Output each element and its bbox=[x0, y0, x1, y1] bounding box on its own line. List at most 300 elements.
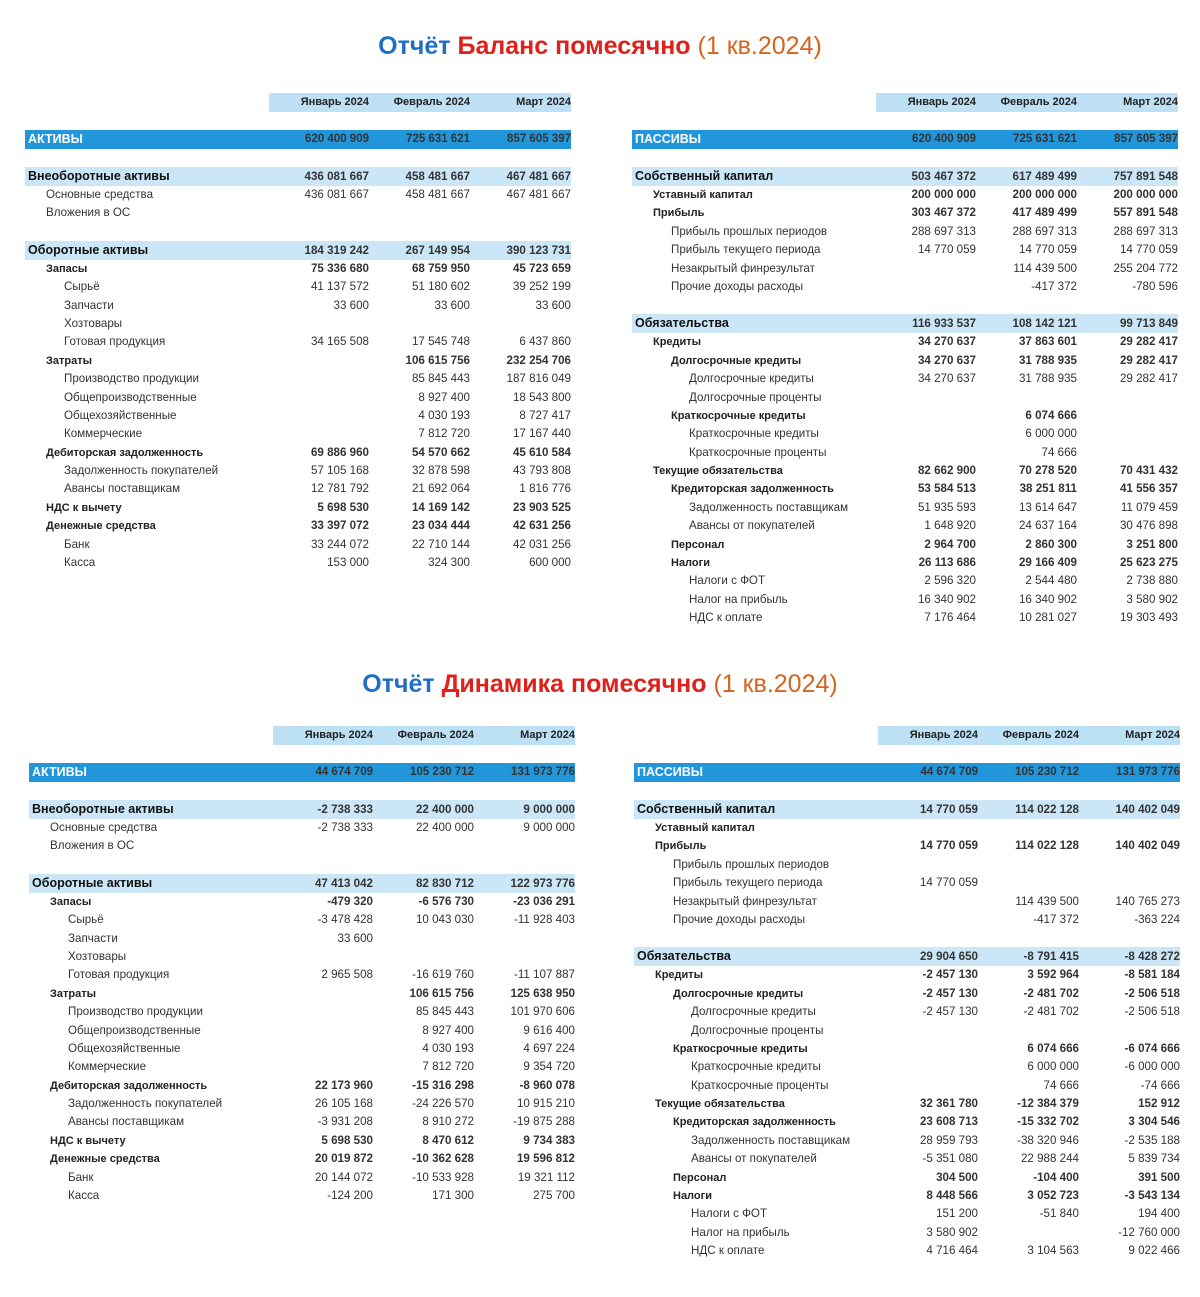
value-cell: 44 674 709 bbox=[315, 766, 373, 778]
value-cell: 757 891 548 bbox=[1113, 170, 1178, 183]
row-label: ПАССИВЫ bbox=[635, 132, 702, 146]
value-cell: 28 959 793 bbox=[919, 1133, 978, 1147]
table-row bbox=[29, 1095, 575, 1113]
table-row bbox=[634, 819, 1180, 837]
value-cell: 19 596 812 bbox=[516, 1152, 575, 1166]
row-label: Запчасти bbox=[68, 931, 118, 945]
value-cell: 33 600 bbox=[535, 298, 571, 312]
value-cell: 38 251 811 bbox=[1019, 482, 1077, 496]
table-row bbox=[632, 333, 1178, 351]
table-row bbox=[29, 819, 575, 837]
row-label: Затраты bbox=[46, 354, 93, 367]
value-cell: 16 340 902 bbox=[1018, 592, 1077, 606]
value-cell: -23 036 291 bbox=[513, 894, 575, 908]
value-cell: -11 928 403 bbox=[513, 913, 575, 927]
row-label: Дебиторская задолженность bbox=[46, 446, 204, 459]
table-row bbox=[634, 1169, 1180, 1187]
row-label: Задолженность покупателей bbox=[68, 1097, 223, 1111]
row-label: Кредиторская задолженность bbox=[671, 483, 834, 496]
value-cell: 275 700 bbox=[533, 1189, 575, 1203]
row-label: Хозтовары bbox=[64, 316, 123, 330]
value-cell: 106 615 756 bbox=[405, 353, 470, 367]
row-label: Кредиты bbox=[655, 969, 704, 982]
value-cell: 34 270 637 bbox=[917, 353, 976, 367]
value-cell: 99 713 849 bbox=[1119, 317, 1178, 331]
table-row bbox=[632, 260, 1178, 278]
value-cell: 11 079 459 bbox=[1120, 500, 1178, 514]
value-cell: -74 666 bbox=[1140, 1078, 1180, 1092]
value-cell: 42 031 256 bbox=[512, 537, 571, 551]
table-row bbox=[29, 1058, 575, 1076]
spacer bbox=[29, 782, 575, 800]
table-row bbox=[632, 462, 1178, 480]
row-label: Долгосрочные кредиты bbox=[671, 354, 802, 367]
value-cell: 557 891 548 bbox=[1113, 206, 1178, 220]
value-cell: 8 470 612 bbox=[422, 1133, 474, 1147]
value-cell: -6 074 666 bbox=[1124, 1041, 1180, 1055]
value-cell: 131 973 776 bbox=[1116, 766, 1180, 778]
row-label: Уставный капитал bbox=[653, 189, 753, 201]
value-cell: 32 361 780 bbox=[919, 1097, 978, 1111]
value-cell: 267 149 954 bbox=[405, 243, 470, 257]
value-cell: 6 000 000 bbox=[1025, 427, 1077, 441]
value-cell: 8 927 400 bbox=[418, 390, 470, 404]
value-cell: 30 476 898 bbox=[1119, 519, 1178, 533]
section-row bbox=[634, 947, 1180, 966]
row-label: Прочие доходы расходы bbox=[673, 912, 806, 926]
value-cell: 26 113 686 bbox=[918, 556, 976, 570]
title-period: (1 кв.2024) bbox=[697, 32, 822, 60]
month-header: Март 2024 bbox=[1123, 96, 1178, 108]
row-label: Персонал bbox=[671, 538, 725, 551]
value-cell: 51 180 602 bbox=[411, 280, 470, 294]
table-row bbox=[25, 186, 571, 204]
value-cell: 3 052 723 bbox=[1027, 1189, 1079, 1203]
value-cell: 6 074 666 bbox=[1025, 408, 1077, 422]
row-label: АКТИВЫ bbox=[32, 765, 87, 779]
value-cell: 37 863 601 bbox=[1018, 335, 1077, 349]
month-header-row bbox=[25, 93, 571, 112]
table-row bbox=[25, 333, 571, 351]
table-row bbox=[632, 370, 1178, 388]
month-header: Март 2024 bbox=[520, 729, 575, 741]
value-cell: 41 137 572 bbox=[310, 280, 369, 294]
value-cell: 33 600 bbox=[333, 298, 369, 312]
row-label: Запчасти bbox=[64, 298, 114, 312]
value-cell: 857 605 397 bbox=[507, 133, 571, 145]
row-label: Незакрытый финрезультат bbox=[673, 894, 817, 908]
row-label: Долгосрочные кредиты bbox=[689, 372, 814, 386]
table-row bbox=[29, 911, 575, 929]
row-label: Прибыль прошлых периодов bbox=[673, 857, 830, 871]
table-row bbox=[29, 1187, 575, 1205]
value-cell: 33 600 bbox=[434, 298, 470, 312]
section-row bbox=[29, 800, 575, 819]
row-label: Долгосрочные проценты bbox=[689, 390, 822, 404]
value-cell: 122 973 776 bbox=[510, 876, 575, 890]
value-cell: 436 081 667 bbox=[304, 170, 369, 183]
value-cell: 57 105 168 bbox=[310, 464, 369, 478]
value-cell: 503 467 372 bbox=[911, 170, 976, 183]
value-cell: 29 282 417 bbox=[1119, 372, 1178, 386]
value-cell: -3 931 208 bbox=[317, 1115, 373, 1129]
value-cell: 467 481 667 bbox=[506, 170, 571, 183]
value-cell: 13 614 647 bbox=[1018, 500, 1077, 514]
row-label: Общехозяйственные bbox=[68, 1041, 181, 1055]
table-row bbox=[25, 554, 571, 572]
row-label: Прибыль текущего периода bbox=[671, 243, 821, 257]
table-row bbox=[634, 893, 1180, 911]
table-row bbox=[632, 425, 1178, 443]
value-cell: -124 200 bbox=[327, 1189, 373, 1203]
value-cell: 171 300 bbox=[432, 1189, 474, 1203]
table-row bbox=[632, 223, 1178, 241]
value-cell: 151 200 bbox=[936, 1207, 978, 1221]
row-label: НДС к оплате bbox=[691, 1244, 765, 1258]
section-row bbox=[29, 874, 575, 893]
row-label: Персонал bbox=[673, 1171, 727, 1184]
month-header: Февраль 2024 bbox=[1002, 729, 1079, 741]
value-cell: 725 631 621 bbox=[406, 133, 470, 145]
table-row bbox=[632, 554, 1178, 572]
value-cell: 14 770 059 bbox=[1018, 243, 1077, 257]
month-header: Март 2024 bbox=[1125, 729, 1180, 741]
spacer bbox=[25, 149, 571, 167]
table-row bbox=[25, 517, 571, 535]
value-cell: 101 970 606 bbox=[510, 1005, 575, 1019]
value-cell: 22 400 000 bbox=[415, 821, 474, 834]
value-cell: 34 165 508 bbox=[310, 335, 369, 349]
value-cell: 7 812 720 bbox=[418, 427, 470, 441]
value-cell: 6 000 000 bbox=[1027, 1060, 1079, 1074]
row-label: Коммерческие bbox=[64, 427, 143, 441]
section-row bbox=[634, 800, 1180, 819]
value-cell: 5 698 530 bbox=[321, 1133, 373, 1147]
table-row bbox=[25, 352, 571, 370]
value-cell: 17 167 440 bbox=[512, 427, 571, 441]
value-cell: -11 107 887 bbox=[513, 968, 575, 982]
value-cell: -38 320 946 bbox=[1017, 1133, 1079, 1147]
total-row bbox=[25, 130, 571, 149]
title-word-report: Отчёт bbox=[378, 32, 451, 60]
row-label: Авансы поставщикам bbox=[68, 1115, 185, 1129]
row-label: Сырьё bbox=[64, 280, 100, 294]
value-cell: 417 489 499 bbox=[1012, 206, 1077, 220]
table-row bbox=[25, 536, 571, 554]
value-cell: 14 770 059 bbox=[917, 243, 976, 257]
table-row bbox=[634, 1132, 1180, 1150]
row-label: Текущие обязательства bbox=[655, 1098, 785, 1111]
value-cell: 620 400 909 bbox=[912, 133, 976, 145]
value-cell: -780 596 bbox=[1132, 279, 1178, 293]
value-cell: 617 489 499 bbox=[1012, 170, 1077, 183]
title-word-balance: Баланс помесячно bbox=[457, 32, 691, 60]
row-label: Краткосрочные кредиты bbox=[673, 1042, 808, 1055]
table-row bbox=[632, 572, 1178, 590]
value-cell: 31 788 935 bbox=[1018, 372, 1077, 386]
value-cell: 114 022 128 bbox=[1015, 839, 1079, 853]
spacer bbox=[25, 223, 571, 241]
value-cell: 3 592 964 bbox=[1027, 968, 1079, 982]
value-cell: 5 839 734 bbox=[1128, 1152, 1180, 1166]
value-cell: 194 400 bbox=[1138, 1207, 1180, 1221]
value-cell: 70 278 520 bbox=[1018, 464, 1077, 478]
table-row bbox=[634, 1150, 1180, 1168]
value-cell: 34 270 637 bbox=[917, 335, 976, 349]
row-label: Производство продукции bbox=[68, 1005, 203, 1019]
table-row bbox=[25, 260, 571, 278]
value-cell: -417 372 bbox=[1033, 912, 1079, 926]
value-cell: 43 793 808 bbox=[512, 464, 571, 478]
value-cell: -2 738 333 bbox=[317, 803, 373, 816]
row-label: Оборотные активы bbox=[32, 875, 153, 890]
row-label: Долгосрочные кредиты bbox=[691, 1005, 816, 1019]
table-row bbox=[29, 1169, 575, 1187]
value-cell: 3 251 800 bbox=[1126, 537, 1178, 551]
total-row bbox=[29, 763, 575, 782]
value-cell: 6 437 860 bbox=[519, 335, 571, 349]
value-cell: -3 543 134 bbox=[1124, 1189, 1180, 1203]
value-cell: 458 481 667 bbox=[405, 170, 470, 183]
value-cell: 44 674 709 bbox=[920, 766, 978, 778]
value-cell: 3 104 563 bbox=[1027, 1244, 1079, 1258]
row-label: Налоги с ФОТ bbox=[689, 574, 766, 588]
table-row bbox=[632, 536, 1178, 554]
value-cell: 18 543 800 bbox=[512, 390, 571, 404]
value-cell: 33 600 bbox=[337, 931, 373, 945]
row-label: Задолженность покупателей bbox=[64, 464, 219, 478]
value-cell: -2 457 130 bbox=[922, 968, 978, 982]
row-label: Налоги bbox=[673, 1190, 712, 1203]
table-row bbox=[29, 1022, 575, 1040]
value-cell: 21 692 064 bbox=[411, 482, 470, 496]
row-label: Производство продукции bbox=[64, 372, 199, 386]
month-header: Март 2024 bbox=[516, 96, 571, 108]
table-row bbox=[25, 297, 571, 315]
value-cell: 45 610 584 bbox=[512, 445, 571, 459]
row-label: Авансы поставщикам bbox=[64, 482, 181, 496]
table-row bbox=[632, 444, 1178, 462]
section-row bbox=[25, 241, 571, 260]
value-cell: -2 506 518 bbox=[1124, 986, 1180, 1000]
value-cell: 85 845 443 bbox=[411, 372, 470, 386]
value-cell: 14 169 142 bbox=[411, 500, 470, 514]
value-cell: 3 304 546 bbox=[1128, 1115, 1180, 1129]
row-label: Внеоборотные активы bbox=[32, 802, 174, 816]
row-label: Касса bbox=[68, 1189, 100, 1203]
balance-liabilities-table bbox=[632, 93, 1178, 628]
row-label: Банк bbox=[68, 1170, 94, 1184]
value-cell: 68 759 950 bbox=[411, 261, 470, 275]
value-cell: 140 402 049 bbox=[1115, 803, 1180, 816]
title-word-dynamics: Динамика помесячно bbox=[441, 670, 707, 698]
value-cell: 29 166 409 bbox=[1018, 556, 1077, 570]
table-row bbox=[634, 911, 1180, 929]
value-cell: 24 637 164 bbox=[1018, 519, 1077, 533]
value-cell: 200 000 000 bbox=[911, 188, 976, 201]
value-cell: 34 270 637 bbox=[917, 372, 976, 386]
value-cell: 140 765 273 bbox=[1115, 894, 1180, 908]
month-header: Январь 2024 bbox=[304, 729, 373, 741]
row-label: ПАССИВЫ bbox=[637, 765, 704, 779]
value-cell: -3 478 428 bbox=[317, 913, 373, 927]
table-row bbox=[632, 389, 1178, 407]
table-row bbox=[634, 966, 1180, 984]
table-row bbox=[29, 893, 575, 911]
value-cell: 39 252 199 bbox=[512, 280, 571, 294]
row-label: Текущие обязательства bbox=[653, 465, 783, 478]
row-label: Авансы от покупателей bbox=[691, 1152, 817, 1166]
value-cell: 23 903 525 bbox=[512, 500, 571, 514]
value-cell: -19 875 288 bbox=[513, 1115, 575, 1129]
row-label: Налоги с ФОТ bbox=[691, 1207, 768, 1221]
table-row bbox=[29, 1113, 575, 1131]
value-cell: 8 927 400 bbox=[422, 1023, 474, 1037]
table-row bbox=[634, 1040, 1180, 1058]
value-cell: 106 615 756 bbox=[409, 986, 474, 1000]
value-cell: 74 666 bbox=[1043, 1078, 1079, 1092]
row-label: Внеоборотные активы bbox=[28, 169, 170, 183]
table-row bbox=[29, 837, 575, 855]
value-cell: 725 631 621 bbox=[1013, 133, 1077, 145]
value-cell: -2 457 130 bbox=[922, 1005, 978, 1019]
value-cell: 14 770 059 bbox=[919, 876, 978, 890]
value-cell: 74 666 bbox=[1041, 445, 1077, 459]
value-cell: 42 631 256 bbox=[512, 519, 571, 533]
row-label: Задолженность поставщикам bbox=[689, 500, 849, 514]
value-cell: 82 830 712 bbox=[415, 876, 474, 890]
row-label: Краткосрочные проценты bbox=[691, 1078, 829, 1092]
table-row bbox=[29, 1003, 575, 1021]
value-cell: -2 535 188 bbox=[1124, 1133, 1180, 1147]
row-label: Прочие доходы расходы bbox=[671, 279, 804, 293]
value-cell: -51 840 bbox=[1039, 1207, 1079, 1221]
value-cell: -8 791 415 bbox=[1023, 950, 1079, 964]
value-cell: 4 716 464 bbox=[926, 1244, 978, 1258]
value-cell: 105 230 712 bbox=[1015, 766, 1079, 778]
value-cell: 5 698 530 bbox=[317, 500, 369, 514]
table-row bbox=[25, 389, 571, 407]
month-header: Февраль 2024 bbox=[393, 96, 470, 108]
table-row bbox=[634, 1224, 1180, 1242]
row-label: Основные средства bbox=[46, 188, 154, 201]
table-row bbox=[634, 1113, 1180, 1131]
value-cell: -2 738 333 bbox=[317, 821, 373, 834]
spacer bbox=[634, 929, 1180, 947]
table-row bbox=[632, 499, 1178, 517]
row-label: Задолженность поставщикам bbox=[691, 1133, 851, 1147]
month-header-row bbox=[632, 93, 1178, 112]
table-row bbox=[25, 278, 571, 296]
row-label: Денежные средства bbox=[46, 520, 156, 533]
value-cell: 53 584 513 bbox=[917, 482, 976, 496]
title-period: (1 кв.2024) bbox=[713, 670, 838, 698]
value-cell: -479 320 bbox=[327, 894, 373, 908]
value-cell: 1 816 776 bbox=[519, 482, 571, 496]
table-row bbox=[632, 591, 1178, 609]
value-cell: -10 362 628 bbox=[412, 1152, 474, 1166]
value-cell: 41 556 357 bbox=[1119, 482, 1178, 496]
row-label: Обязательства bbox=[635, 316, 729, 331]
total-row bbox=[632, 130, 1178, 149]
value-cell: 2 596 320 bbox=[924, 574, 976, 588]
table-row bbox=[634, 1242, 1180, 1260]
dynamics-liabilities-table bbox=[634, 726, 1180, 1261]
table-row bbox=[632, 186, 1178, 204]
value-cell: 105 230 712 bbox=[410, 766, 474, 778]
value-cell: 390 123 731 bbox=[506, 243, 571, 257]
table-row bbox=[25, 444, 571, 462]
table-row bbox=[632, 517, 1178, 535]
row-label: Вложения в ОС bbox=[46, 206, 131, 220]
value-cell: 288 697 313 bbox=[911, 224, 976, 238]
title-word-report: Отчёт bbox=[362, 670, 435, 698]
value-cell: 54 570 662 bbox=[411, 445, 470, 459]
table-row bbox=[25, 499, 571, 517]
value-cell: 22 988 244 bbox=[1020, 1152, 1079, 1166]
value-cell: -2 481 702 bbox=[1023, 1005, 1079, 1019]
table-row bbox=[29, 1040, 575, 1058]
table-row bbox=[632, 407, 1178, 425]
section-row bbox=[632, 167, 1178, 186]
value-cell: 114 439 500 bbox=[1013, 261, 1077, 275]
value-cell: 2 965 508 bbox=[321, 968, 373, 982]
row-label: Краткосрочные кредиты bbox=[671, 409, 806, 422]
row-label: АКТИВЫ bbox=[28, 132, 83, 146]
row-label: Готовая продукция bbox=[68, 968, 170, 982]
value-cell: 232 254 706 bbox=[506, 353, 571, 367]
table-row bbox=[632, 241, 1178, 259]
row-label: Краткосрочные кредиты bbox=[691, 1060, 821, 1074]
value-cell: 33 397 072 bbox=[310, 519, 369, 533]
table-row bbox=[632, 609, 1178, 627]
table-row bbox=[634, 1187, 1180, 1205]
value-cell: 33 244 072 bbox=[310, 537, 369, 551]
value-cell: 29 282 417 bbox=[1119, 353, 1178, 367]
row-label: Запасы bbox=[50, 895, 92, 908]
value-cell: 4 030 193 bbox=[418, 408, 470, 422]
table-row bbox=[29, 1077, 575, 1095]
value-cell: 10 915 210 bbox=[516, 1097, 575, 1111]
value-cell: 9 022 466 bbox=[1128, 1244, 1180, 1258]
value-cell: 51 935 593 bbox=[917, 500, 976, 514]
row-label: НДС к вычету bbox=[46, 501, 122, 514]
row-label: Уставный капитал bbox=[655, 822, 755, 834]
value-cell: -5 351 080 bbox=[922, 1152, 978, 1166]
value-cell: 14 770 059 bbox=[1119, 243, 1178, 257]
value-cell: 23 608 713 bbox=[919, 1115, 978, 1129]
value-cell: 458 481 667 bbox=[405, 188, 470, 201]
row-label: Долгосрочные проценты bbox=[691, 1023, 824, 1037]
row-label: Дебиторская задолженность bbox=[50, 1079, 208, 1092]
spacer bbox=[634, 782, 1180, 800]
value-cell: 467 481 667 bbox=[506, 188, 571, 201]
value-cell: 114 439 500 bbox=[1015, 894, 1079, 908]
value-cell: 600 000 bbox=[529, 556, 571, 570]
value-cell: -363 224 bbox=[1134, 912, 1180, 926]
table-row bbox=[634, 1095, 1180, 1113]
value-cell: 7 176 464 bbox=[924, 611, 976, 625]
value-cell: 8 910 272 bbox=[422, 1115, 474, 1129]
row-label: НДС к вычету bbox=[50, 1134, 126, 1147]
table-row bbox=[634, 985, 1180, 1003]
row-label: Готовая продукция bbox=[64, 335, 166, 349]
value-cell: 140 402 049 bbox=[1115, 839, 1180, 853]
row-label: Общепроизводственные bbox=[64, 390, 197, 404]
value-cell: 2 964 700 bbox=[924, 537, 976, 551]
row-label: Оборотные активы bbox=[28, 242, 149, 257]
row-label: Общепроизводственные bbox=[68, 1023, 201, 1037]
